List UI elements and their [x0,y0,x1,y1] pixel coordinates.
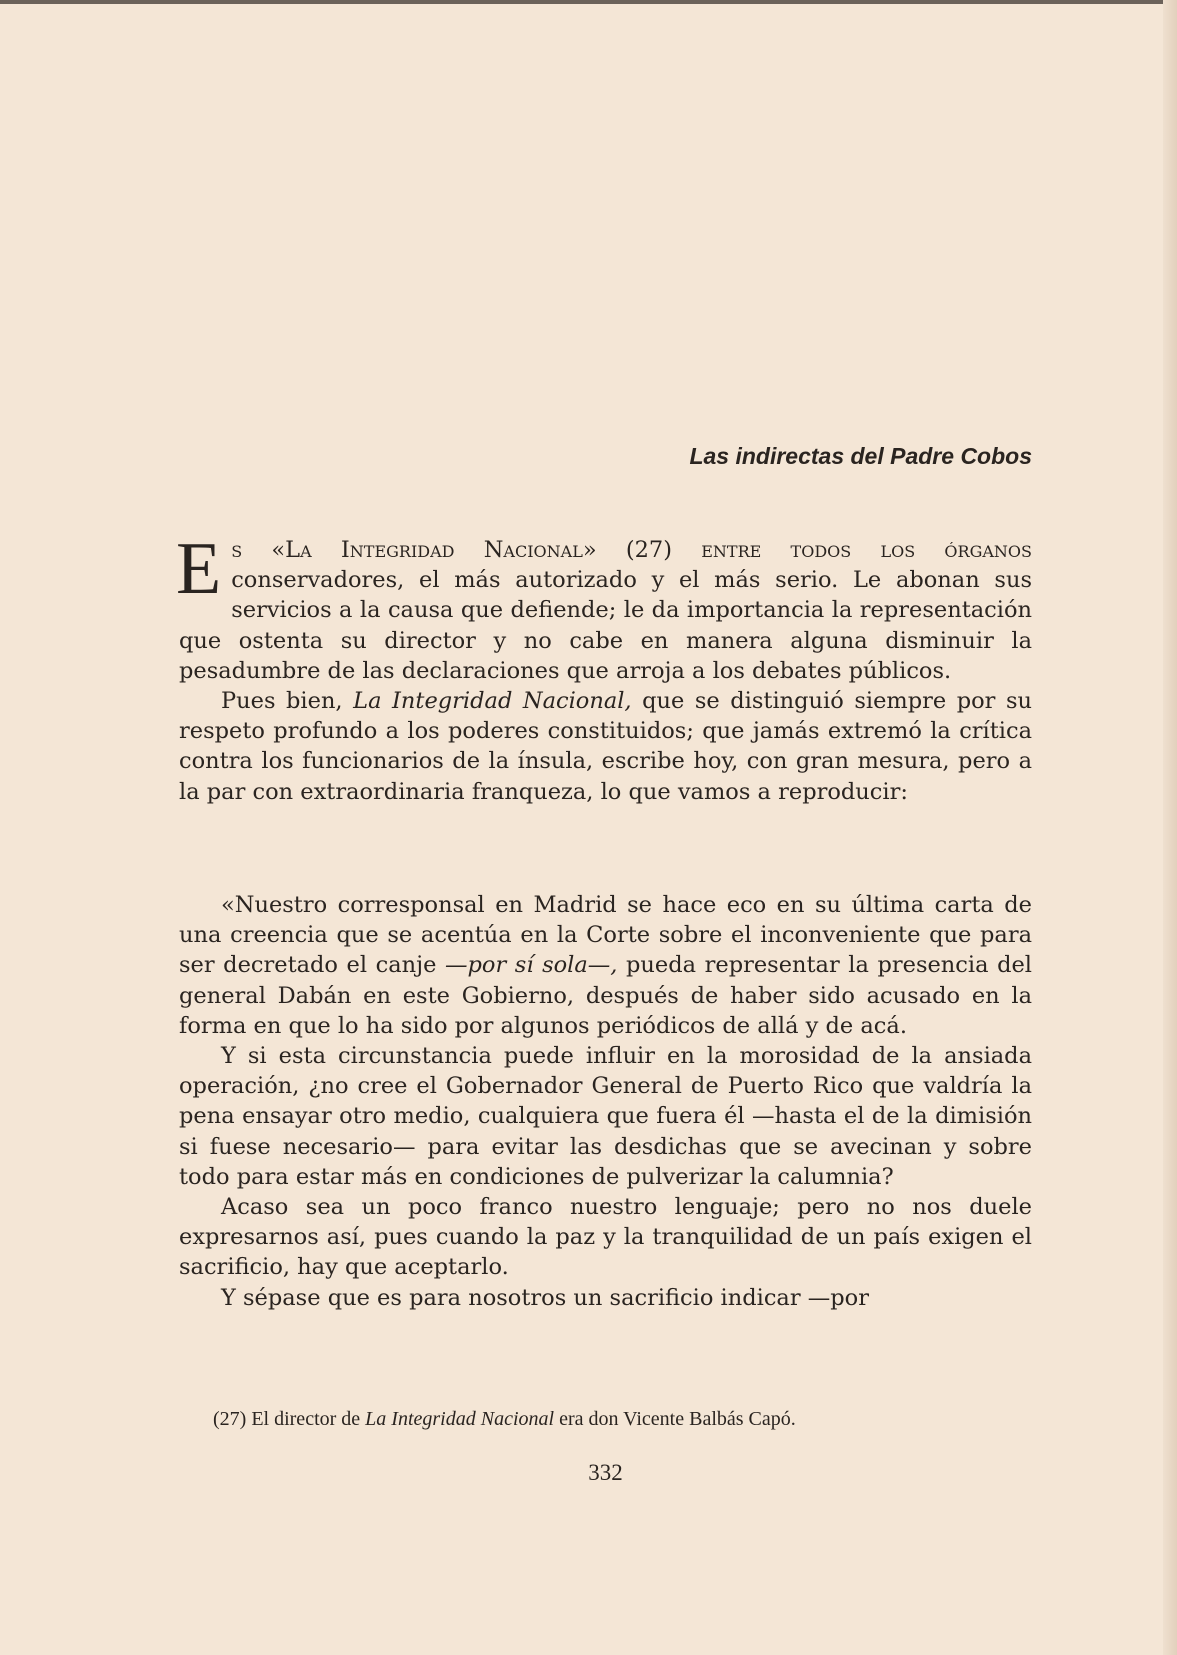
footnote-reference: (27) [596,537,702,563]
quote-paragraph-1 [179,890,1032,1041]
quote-1-rest: pueda representar la presencia del general Dabán en este Gobierno, después de haber sido acusado en la forma en que lo ha sido por algunos periódicos de allá y de acá. [179,952,1032,1039]
quote-paragraph-3: Acaso sea un poco franco nuestro lenguaje; pero no nos duele expresarnos así, pues cuando la paz y la tranquilidad de un país exigen el sacrificio, hay que aceptarlo. [179,1194,1032,1281]
drop-cap: E [176,528,222,610]
smallcaps-phrase: entre todos los órganos [701,537,1032,563]
paragraph-1-rest: conservadores, el más autorizado y el más serio. Le abonan sus servicios a la causa que defiende; le da importancia la representación que ostenta su director y no cabe en manera alguna disminuir la pesadumbre de las declaraciones que arroja a los debates públicos. [179,567,1032,684]
paragraph-2-start: Pues bien, [221,688,354,715]
paragraph-2 [179,686,1032,807]
page-right-edge [1163,0,1177,1655]
running-title: Las indirectas del Padre Cobos [689,443,1032,469]
paragraph-2-rest: que se distinguió siempre por su respeto profundo a los poderes constituidos; que jamás extremó la crítica contra los funcionarios de la ínsula, escribe hoy, con gran mesura, pero a la par con extraordinaria franqueza, lo que vamos a reproducir: [179,688,1033,805]
opening-section [176,528,1033,807]
quote-paragraph-2: Y si esta circunstancia puede influir en la morosidad de la ansiada operación, ¿no cree el Gobernador General de Puerto Rico que valdría la pena ensayar otro medio, cualquiera que fuera él —hasta el de la dimisión si fuese necesario— para evitar las desdichas que se avecinan y sobre todo para estar más en condiciones de pulverizar la calumnia? [179,1043,1032,1190]
page-top-edge [0,0,1177,4]
page-number: 332 [588,1460,623,1485]
quote-paragraph-4: Y sépase que es para nosotros un sacrificio indicar —por [221,1284,869,1311]
newspaper-name-smallcaps: s «La Integridad Nacional» [231,537,597,563]
quote-1-italic: —por sí sola—, [445,952,618,979]
newspaper-name-italic: La Integridad Nacional, [353,688,632,715]
footnote-end: era don Vicente Balbás Capó. [554,1408,796,1430]
quoted-section [179,890,1032,1313]
paragraph-1 [176,528,1032,686]
quote-1-start: «Nuestro corresponsal en Madrid se hace eco en su última carta de una creencia que se acentúa en la Corte sobre el inconveniente que para ser decretado el canje [179,892,1032,979]
footnote-italic: La Integridad Nacional [365,1408,555,1430]
footnote [179,1406,1032,1432]
footnote-start: (27) El director de [213,1408,366,1430]
